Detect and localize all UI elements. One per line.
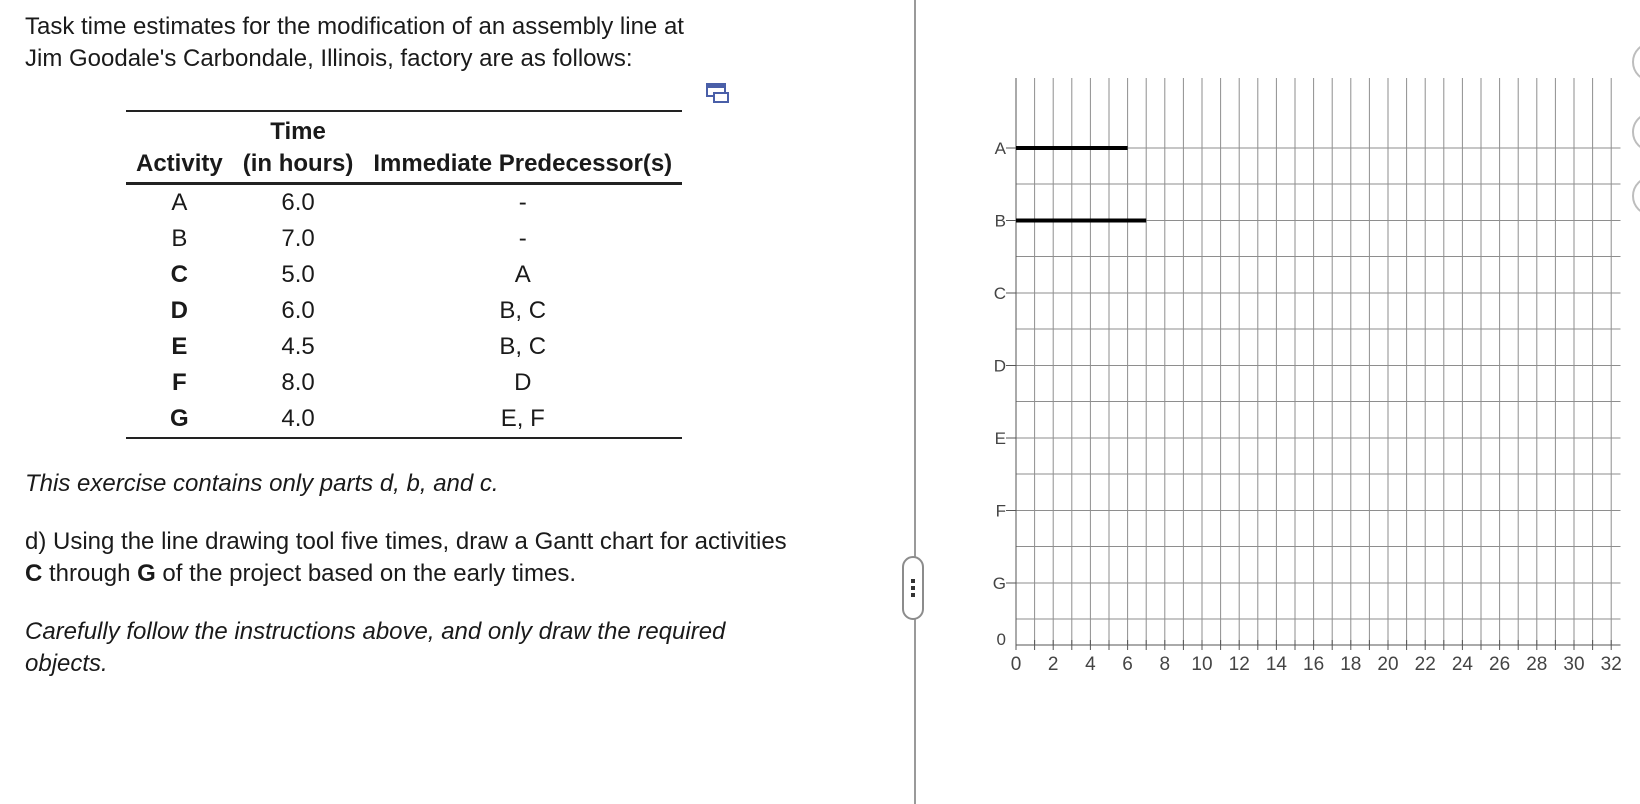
grip-dot bbox=[911, 579, 915, 583]
x-tick-label: 28 bbox=[1526, 654, 1548, 675]
y-axis-label: B bbox=[994, 211, 1006, 231]
instructions-text bbox=[25, 616, 725, 680]
x-tick-label: 24 bbox=[1451, 654, 1473, 675]
x-tick-label: 22 bbox=[1414, 654, 1436, 675]
time-cell: 4.5 bbox=[281, 333, 315, 360]
predecessor-cell: - bbox=[518, 189, 527, 216]
time-cell: 8.0 bbox=[281, 369, 315, 396]
x-tick-label: 26 bbox=[1489, 654, 1511, 675]
pane-divider[interactable] bbox=[914, 0, 916, 804]
part-d-line-1: d) Using the line drawing tool five times, draw a Gantt chart for activities bbox=[25, 528, 787, 555]
x-tick-label: 18 bbox=[1340, 654, 1362, 675]
predecessor-header: Immediate Predecessor(s) bbox=[363, 148, 682, 184]
table-row bbox=[126, 293, 682, 329]
grip-dot bbox=[911, 586, 915, 590]
x-tick-label: 20 bbox=[1377, 654, 1399, 675]
instructions-line-2: objects. bbox=[25, 650, 108, 677]
x-tick-label: 12 bbox=[1228, 654, 1250, 675]
time-cell: 6.0 bbox=[281, 189, 315, 216]
part-d-bold-g: G bbox=[137, 560, 156, 587]
x-tick-label: 10 bbox=[1191, 654, 1213, 675]
predecessor-cell: A bbox=[514, 261, 531, 288]
x-tick-label: 30 bbox=[1563, 654, 1585, 675]
copy-table-icon[interactable] bbox=[705, 81, 731, 105]
time-cell: 5.0 bbox=[281, 261, 315, 288]
x-tick-label: 14 bbox=[1265, 654, 1287, 675]
part-d-prompt bbox=[25, 526, 865, 590]
x-tick-label: 2 bbox=[1047, 654, 1059, 675]
activity-cell: D bbox=[170, 297, 189, 324]
x-tick-label: 4 bbox=[1085, 654, 1096, 675]
time-header-bottom: (in hours) bbox=[233, 148, 364, 184]
x-tick-label: 8 bbox=[1159, 654, 1171, 675]
x-tick-label: 0 bbox=[1010, 654, 1022, 675]
table-row bbox=[126, 184, 682, 222]
activity-cell: F bbox=[172, 369, 187, 396]
time-cell: 4.0 bbox=[281, 405, 315, 432]
predecessor-cell: - bbox=[518, 225, 527, 252]
x-tick-label: 32 bbox=[1600, 654, 1622, 675]
table-row bbox=[126, 257, 682, 293]
intro-line-1: Task time estimates for the modification of an assembly line at bbox=[25, 13, 684, 40]
instructions-line-1: Carefully follow the instructions above, and only draw the required bbox=[25, 618, 726, 645]
x-tick-label: 16 bbox=[1303, 654, 1325, 675]
predecessor-cell: E, F bbox=[500, 405, 545, 432]
table-row bbox=[126, 329, 682, 365]
part-d-bold-c: C bbox=[25, 560, 43, 587]
part-d-line-2-rest: of the project based on the early times. bbox=[155, 560, 576, 587]
predecessor-cell: B, C bbox=[499, 297, 547, 324]
grip-dot bbox=[911, 593, 915, 597]
table-row bbox=[126, 401, 682, 438]
intro-line-2: Jim Goodale's Carbondale, Illinois, factory are as follows: bbox=[25, 45, 633, 72]
time-cell: 6.0 bbox=[281, 297, 315, 324]
activity-cell: B bbox=[171, 225, 188, 252]
task-table bbox=[126, 110, 682, 439]
y-axis-label: 0 bbox=[996, 630, 1006, 649]
x-tick-label: 6 bbox=[1122, 654, 1133, 675]
time-header-top: Time bbox=[270, 118, 326, 145]
predecessor-cell: D bbox=[514, 369, 532, 396]
table-row bbox=[126, 365, 682, 401]
y-axis-label: F bbox=[995, 501, 1006, 521]
exercise-note: This exercise contains only parts d, b, and c. bbox=[25, 470, 499, 497]
graph-pane bbox=[920, 0, 1640, 804]
part-d-through: through bbox=[42, 560, 138, 587]
predecessor-cell: B, C bbox=[499, 333, 547, 360]
time-cell: 7.0 bbox=[281, 225, 315, 252]
activity-cell: E bbox=[171, 333, 188, 360]
activity-header: Activity bbox=[126, 148, 233, 184]
activity-cell: C bbox=[170, 261, 189, 288]
activity-cell: G bbox=[170, 405, 189, 432]
y-axis-label: D bbox=[993, 356, 1006, 376]
intro-text bbox=[25, 11, 785, 75]
y-axis-label: A bbox=[994, 139, 1006, 158]
table-row bbox=[126, 221, 682, 257]
y-axis-label: G bbox=[992, 574, 1006, 593]
activity-cell: A bbox=[171, 189, 188, 216]
gantt-graph[interactable] bbox=[920, 0, 1640, 804]
y-axis-label: C bbox=[993, 284, 1006, 303]
y-axis-label: E bbox=[994, 429, 1006, 448]
